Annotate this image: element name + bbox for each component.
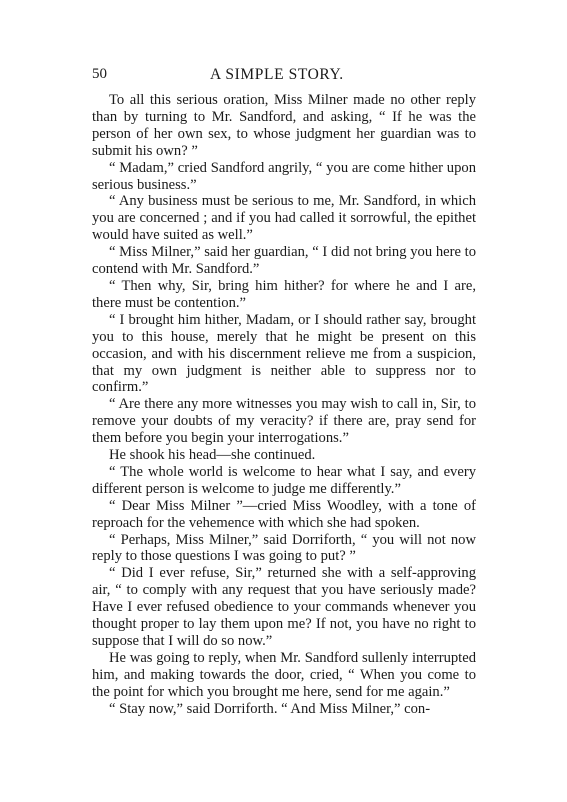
page-header	[92, 66, 492, 84]
paragraph: He shook his head—she continued.	[109, 447, 316, 464]
paragraph: “ Any business must be serious to me, Mr. Sandford, in which you are concerned ; and if you had called it sorrowful, the epithet would have suited as well.”	[92, 193, 476, 244]
paragraph: To all this serious oration, Miss Milner made no other reply than by turning to Mr. Sandford, and asking, “ If he was the person of her own sex, to whose judgment her guardian was to submit his own? ”	[92, 92, 476, 159]
paragraph: “ The whole world is welcome to hear what I say, and every different person is welcome to judge me differently.”	[92, 463, 476, 497]
paragraph: “ Dear Miss Milner ”—cried Miss Woodley, with a tone of reproach for the vehemence with which she had spoken.	[92, 497, 476, 531]
paragraph: “ Then why, Sir, bring him hither? for where he and I are, there must be contention.”	[92, 277, 476, 311]
running-title: A SIMPLE STORY.	[210, 66, 344, 83]
paragraph: “ Are there any more witnesses you may wish to call in, Sir, to remove your doubts of my veracity? if there are, pray send for them before you begin your interrogations.”	[92, 396, 476, 447]
paragraph: “ Did I ever refuse, Sir,” returned she with a self-approving air, “ to comply with any request that you have seriously made? Have I ever refused obedience to your commands whenever you thought proper to lay them upon me? If not, you have no right to suppose that I will do so now.”	[92, 565, 476, 649]
paragraph: He was going to reply, when Mr. Sandford sullenly interrupted him, and making towards the door, cried, “ When you come to the point for which you brought me here, send for me again.”	[92, 649, 476, 700]
paragraph: “ I brought him hither, Madam, or I should rather say, brought you to this house, merely that he might be present on this occasion, and with his discernment relieve me from a suspicion, that my own judgment is neither able to suppress nor to confirm.”	[92, 311, 476, 396]
paragraph: “ Stay now,” said Dorriforth. “ And Miss Milner,” con-	[109, 700, 431, 717]
page-number: 50	[92, 66, 107, 82]
paragraph: “ Madam,” cried Sandford angrily, “ you are come hither upon serious business.”	[92, 159, 476, 193]
paragraph: “ Perhaps, Miss Milner,” said Dorriforth, “ you will not now reply to those questions I was going to put? ”	[92, 531, 476, 565]
body-text	[92, 92, 476, 718]
paragraph: “ Miss Milner,” said her guardian, “ I did not bring you here to contend with Mr. Sandford.”	[92, 244, 476, 278]
